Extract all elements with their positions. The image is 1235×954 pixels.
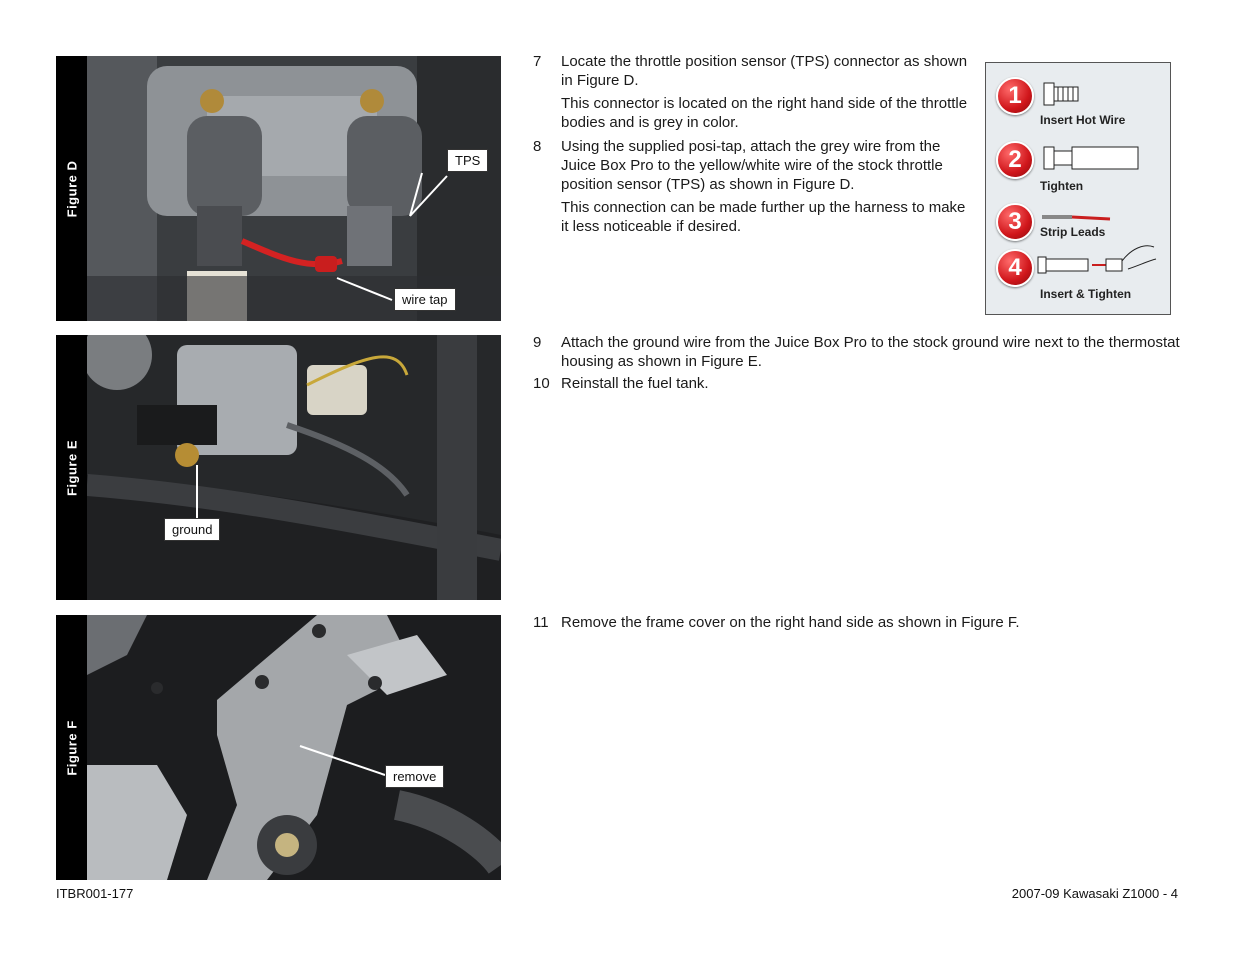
step-9-number: 9 — [533, 334, 542, 351]
footer-doc-id: ITBR001-177 — [56, 886, 134, 901]
figure-e — [56, 335, 501, 600]
thermostat-housing-photo — [87, 335, 501, 600]
step-10-text: Reinstall the fuel tank. — [561, 375, 709, 392]
step-9 — [533, 333, 1183, 375]
step-10-number: 10 — [533, 375, 550, 392]
guide-step-1-label: Insert Hot Wire — [1040, 113, 1126, 127]
step-7-number: 7 — [533, 53, 542, 70]
tps-callout: TPS — [447, 149, 488, 172]
step-8-text: Using the supplied posi-tap, attach the grey wire from the Juice Box Pro to the yellow/white wire of the stock throttle position sensor (TPS) as shown in Figure D. — [561, 138, 943, 193]
insert-tighten-hand-icon — [1036, 239, 1160, 279]
figure-e-photo — [87, 335, 501, 600]
guide-step-2-label: Tighten — [1040, 179, 1084, 193]
figure-f-label: Figure F — [64, 719, 79, 776]
step-7-note: This connector is located on the right hand side of the throttle bodies and is grey in color. — [561, 95, 968, 131]
step-7-text: Locate the throttle position sensor (TPS) connector as shown in Figure D. — [561, 53, 968, 89]
ground-callout: ground — [164, 518, 220, 541]
figure-d-label-bar — [56, 56, 87, 321]
guide-step-3-number: 3 — [996, 203, 1034, 241]
step-8-note: This connection can be made further up the harness to make it less noticeable if desired. — [561, 199, 966, 235]
guide-step-4-label: Insert & Tighten — [1040, 287, 1132, 301]
posi-tap-assembled-icon — [1042, 143, 1142, 173]
step-7 — [533, 52, 973, 136]
posi-tap-guide — [985, 62, 1171, 315]
step-8 — [533, 137, 973, 240]
figure-d-label: Figure D — [64, 160, 79, 217]
wire-tap-callout: wire tap — [394, 288, 456, 311]
figure-f — [56, 615, 501, 880]
guide-step-1-number: 1 — [996, 77, 1034, 115]
figure-d — [56, 56, 501, 321]
step-11 — [533, 613, 1183, 636]
step-11-number: 11 — [533, 614, 549, 631]
figure-d-photo — [87, 56, 501, 321]
guide-step-3-label: Strip Leads — [1040, 225, 1106, 239]
footer-model-page: 2007-09 Kawasaki Z1000 - 4 — [1011, 886, 1178, 901]
figure-f-photo — [87, 615, 501, 880]
frame-cover-photo — [87, 615, 501, 880]
guide-step-4-number: 4 — [996, 249, 1034, 287]
step-11-text: Remove the frame cover on the right hand side as shown in Figure F. — [561, 614, 1020, 631]
remove-callout: remove — [385, 765, 444, 788]
figure-e-label-bar — [56, 335, 87, 600]
step-9-text: Attach the ground wire from the Juice Box Pro to the stock ground wire next to the thermostat housing as shown in Figure E. — [561, 334, 1180, 370]
step-10 — [533, 374, 1183, 397]
guide-step-2-number: 2 — [996, 141, 1034, 179]
posi-tap-cap-icon — [1042, 79, 1082, 109]
figure-e-label: Figure E — [64, 439, 79, 496]
step-8-number: 8 — [533, 138, 542, 155]
throttle-body-photo — [87, 56, 501, 321]
figure-f-label-bar — [56, 615, 87, 880]
